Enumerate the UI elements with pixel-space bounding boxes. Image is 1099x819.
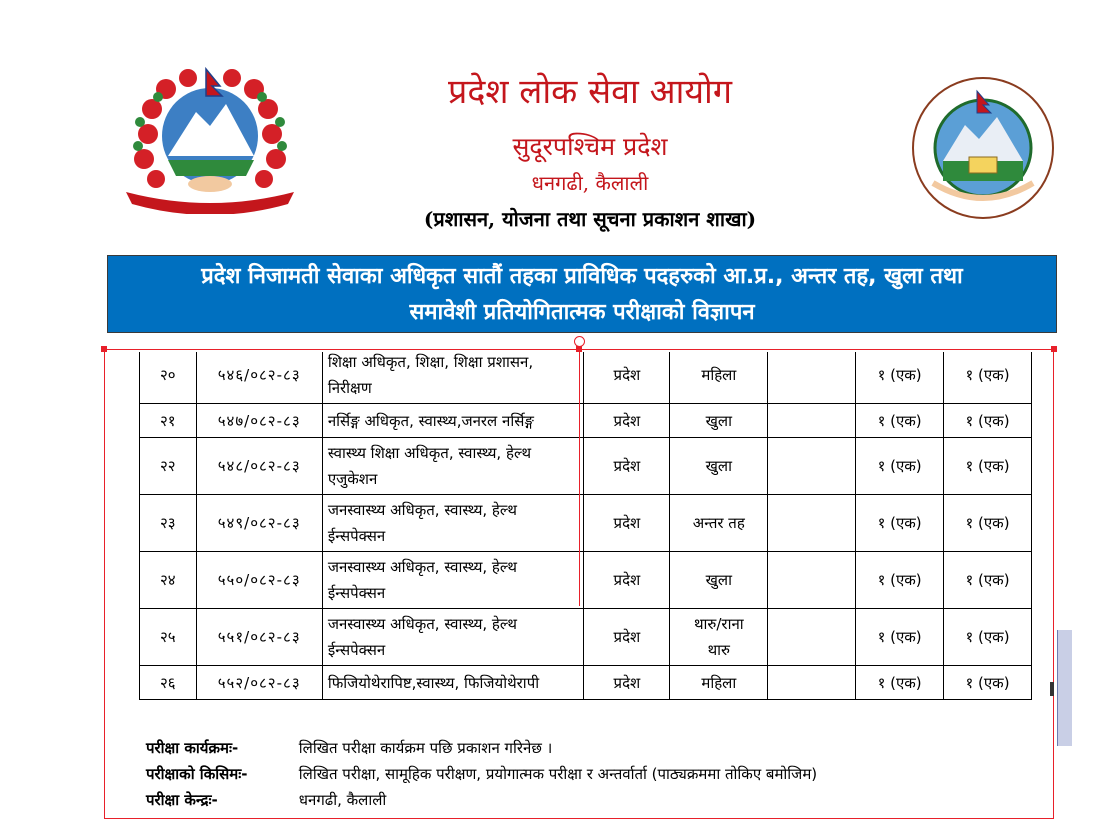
exam-kind-row [146, 763, 817, 785]
blank-cell [768, 666, 856, 700]
commission-title: प्रदेश लोक सेवा आयोग [447, 72, 733, 112]
service-level: प्रदेश [584, 552, 670, 609]
advertisement-code: ५५१/०८२-८३ [196, 609, 322, 666]
post-line-2: निरीक्षण [327, 379, 372, 397]
side-panel-edge[interactable] [1057, 630, 1072, 746]
competition-type [670, 495, 768, 552]
total-count: १ (एक) [944, 666, 1032, 700]
branch-name: (प्रशासन, योजना तथा सूचना प्रकाशन शाखा) [423, 207, 757, 231]
total-count: १ (एक) [944, 438, 1032, 495]
post-line-2: ईन्सपेक्सन [327, 527, 386, 545]
exam-schedule-label: परीक्षा कार्यक्रमः- [146, 739, 239, 757]
competition-type [670, 609, 768, 666]
advertisement-code: ५५०/०८२-८३ [196, 552, 322, 609]
table-row [140, 404, 1032, 438]
post-count: १ (एक) [856, 552, 944, 609]
service-level: प्रदेश [584, 609, 670, 666]
advertisement-code: ५४८/०८२-८३ [196, 438, 322, 495]
blank-cell [768, 609, 856, 666]
advertisement-code: ५५२/०८२-८३ [196, 666, 322, 700]
table-row [140, 666, 1032, 700]
row-number: २२ [140, 438, 197, 495]
type-line-1: खुला [705, 457, 732, 475]
competition-type [670, 666, 768, 700]
office-location: धनगढी, कैलाली [531, 171, 649, 195]
post-line-1: नर्सिङ्ग अधिकृत, स्वास्थ्य,जनरल नर्सिङ्ग [327, 411, 534, 430]
advertisement-code: ५४७/०८२-८३ [196, 404, 322, 438]
blank-cell [768, 552, 856, 609]
post-line-2: ईन्सपेक्सन [327, 584, 386, 602]
side-marker [1050, 682, 1054, 696]
total-count: १ (एक) [944, 552, 1032, 609]
type-line-1: महिला [701, 366, 737, 384]
post-count: १ (एक) [856, 347, 944, 404]
blank-cell [768, 495, 856, 552]
post-line-2: ईन्सपेक्सन [327, 641, 386, 659]
competition-type [670, 347, 768, 404]
exam-kind-value: लिखित परीक्षा, सामूहिक परीक्षण, प्रयोगात्मक परीक्षा र अन्तर्वार्ता (पाठ्यक्रममा तोकिए बमोजिम) [298, 765, 818, 783]
table-row [140, 347, 1032, 404]
type-line-1: महिला [701, 673, 737, 692]
row-number: २५ [140, 609, 197, 666]
table-top-clip [139, 346, 1032, 352]
row-number: २४ [140, 552, 197, 609]
vacancy-table [139, 346, 1032, 700]
rotate-handle[interactable] [574, 336, 585, 347]
post-line-2: एजुकेशन [327, 470, 378, 488]
type-line-1: खुला [705, 411, 732, 430]
banner-line-1: प्रदेश निजामती सेवाका अधिकृत सातौं तहका प्राविधिक पदहरुको आ.प्र., अन्तर तह, खुला तथा [201, 264, 963, 289]
advertisement-code: ५४६/०८२-८३ [196, 347, 322, 404]
competition-type [670, 552, 768, 609]
province-name: सुदूरपश्चिम प्रदेश [512, 132, 668, 161]
total-count: १ (एक) [944, 609, 1032, 666]
table-row [140, 609, 1032, 666]
row-number: २६ [140, 666, 197, 700]
post-count: १ (एक) [856, 438, 944, 495]
notice-banner [107, 255, 1057, 333]
psc-commission-logo [907, 73, 1059, 223]
exam-center-value: धनगढी, कैलाली [298, 791, 387, 809]
post-line-1: जनस्वास्थ्य अधिकृत, स्वास्थ्य, हेल्थ [327, 615, 517, 633]
post-line-1: स्वास्थ्य शिक्षा अधिकृत, स्वास्थ्य, हेल्थ [327, 444, 532, 462]
row-number: २१ [140, 404, 197, 438]
post-description [322, 495, 584, 552]
table-row [140, 438, 1032, 495]
resize-handle-top-left[interactable] [101, 346, 107, 352]
exam-kind-label: परीक्षाको किसिमः- [146, 765, 248, 783]
post-description [322, 552, 584, 609]
post-count: १ (एक) [856, 666, 944, 700]
advertisement-code: ५४९/०८२-८३ [196, 495, 322, 552]
post-description [322, 347, 584, 404]
service-level: प्रदेश [584, 495, 670, 552]
type-line-1: खुला [705, 571, 732, 589]
post-line-1: शिक्षा अधिकृत, शिक्षा, शिक्षा प्रशासन, [327, 353, 534, 371]
nepal-emblem-logo [118, 64, 302, 214]
exam-center-row [146, 789, 386, 811]
row-number: २० [140, 347, 197, 404]
exam-center-label: परीक्षा केन्द्रः- [146, 791, 218, 809]
type-line-1: अन्तर तह [692, 514, 745, 532]
service-level: प्रदेश [584, 404, 670, 438]
service-level: प्रदेश [584, 438, 670, 495]
post-count: १ (एक) [856, 609, 944, 666]
post-line-1: जनस्वास्थ्य अधिकृत, स्वास्थ्य, हेल्थ [327, 558, 517, 576]
service-level: प्रदेश [584, 666, 670, 700]
competition-type [670, 404, 768, 438]
service-level: प्रदेश [584, 347, 670, 404]
post-description [322, 666, 584, 700]
exam-schedule-row [146, 737, 552, 759]
text-cursor-line [579, 344, 580, 606]
total-count: १ (एक) [944, 347, 1032, 404]
exam-schedule-value: लिखित परीक्षा कार्यक्रम पछि प्रकाशन गरिनेछ । [298, 739, 553, 757]
blank-cell [768, 347, 856, 404]
post-description [322, 609, 584, 666]
post-line-1: फिजियोथेरापिष्ट,स्वास्थ्य, फिजियोथेरापी [327, 673, 540, 692]
blank-cell [768, 404, 856, 438]
type-line-2: थारु [707, 641, 731, 659]
competition-type [670, 438, 768, 495]
type-line-1: थारु/राना [693, 615, 744, 633]
row-number: २३ [140, 495, 197, 552]
post-description [322, 404, 584, 438]
table-row [140, 552, 1032, 609]
resize-handle-top-right[interactable] [1051, 346, 1057, 352]
total-count: १ (एक) [944, 404, 1032, 438]
blank-cell [768, 438, 856, 495]
post-description [322, 438, 584, 495]
total-count: १ (एक) [944, 495, 1032, 552]
post-count: १ (एक) [856, 495, 944, 552]
banner-line-2: समावेशी प्रतियोगितात्मक परीक्षाको विज्ञापन [409, 300, 755, 325]
post-line-1: जनस्वास्थ्य अधिकृत, स्वास्थ्य, हेल्थ [327, 501, 517, 519]
post-count: १ (एक) [856, 404, 944, 438]
table-row [140, 495, 1032, 552]
